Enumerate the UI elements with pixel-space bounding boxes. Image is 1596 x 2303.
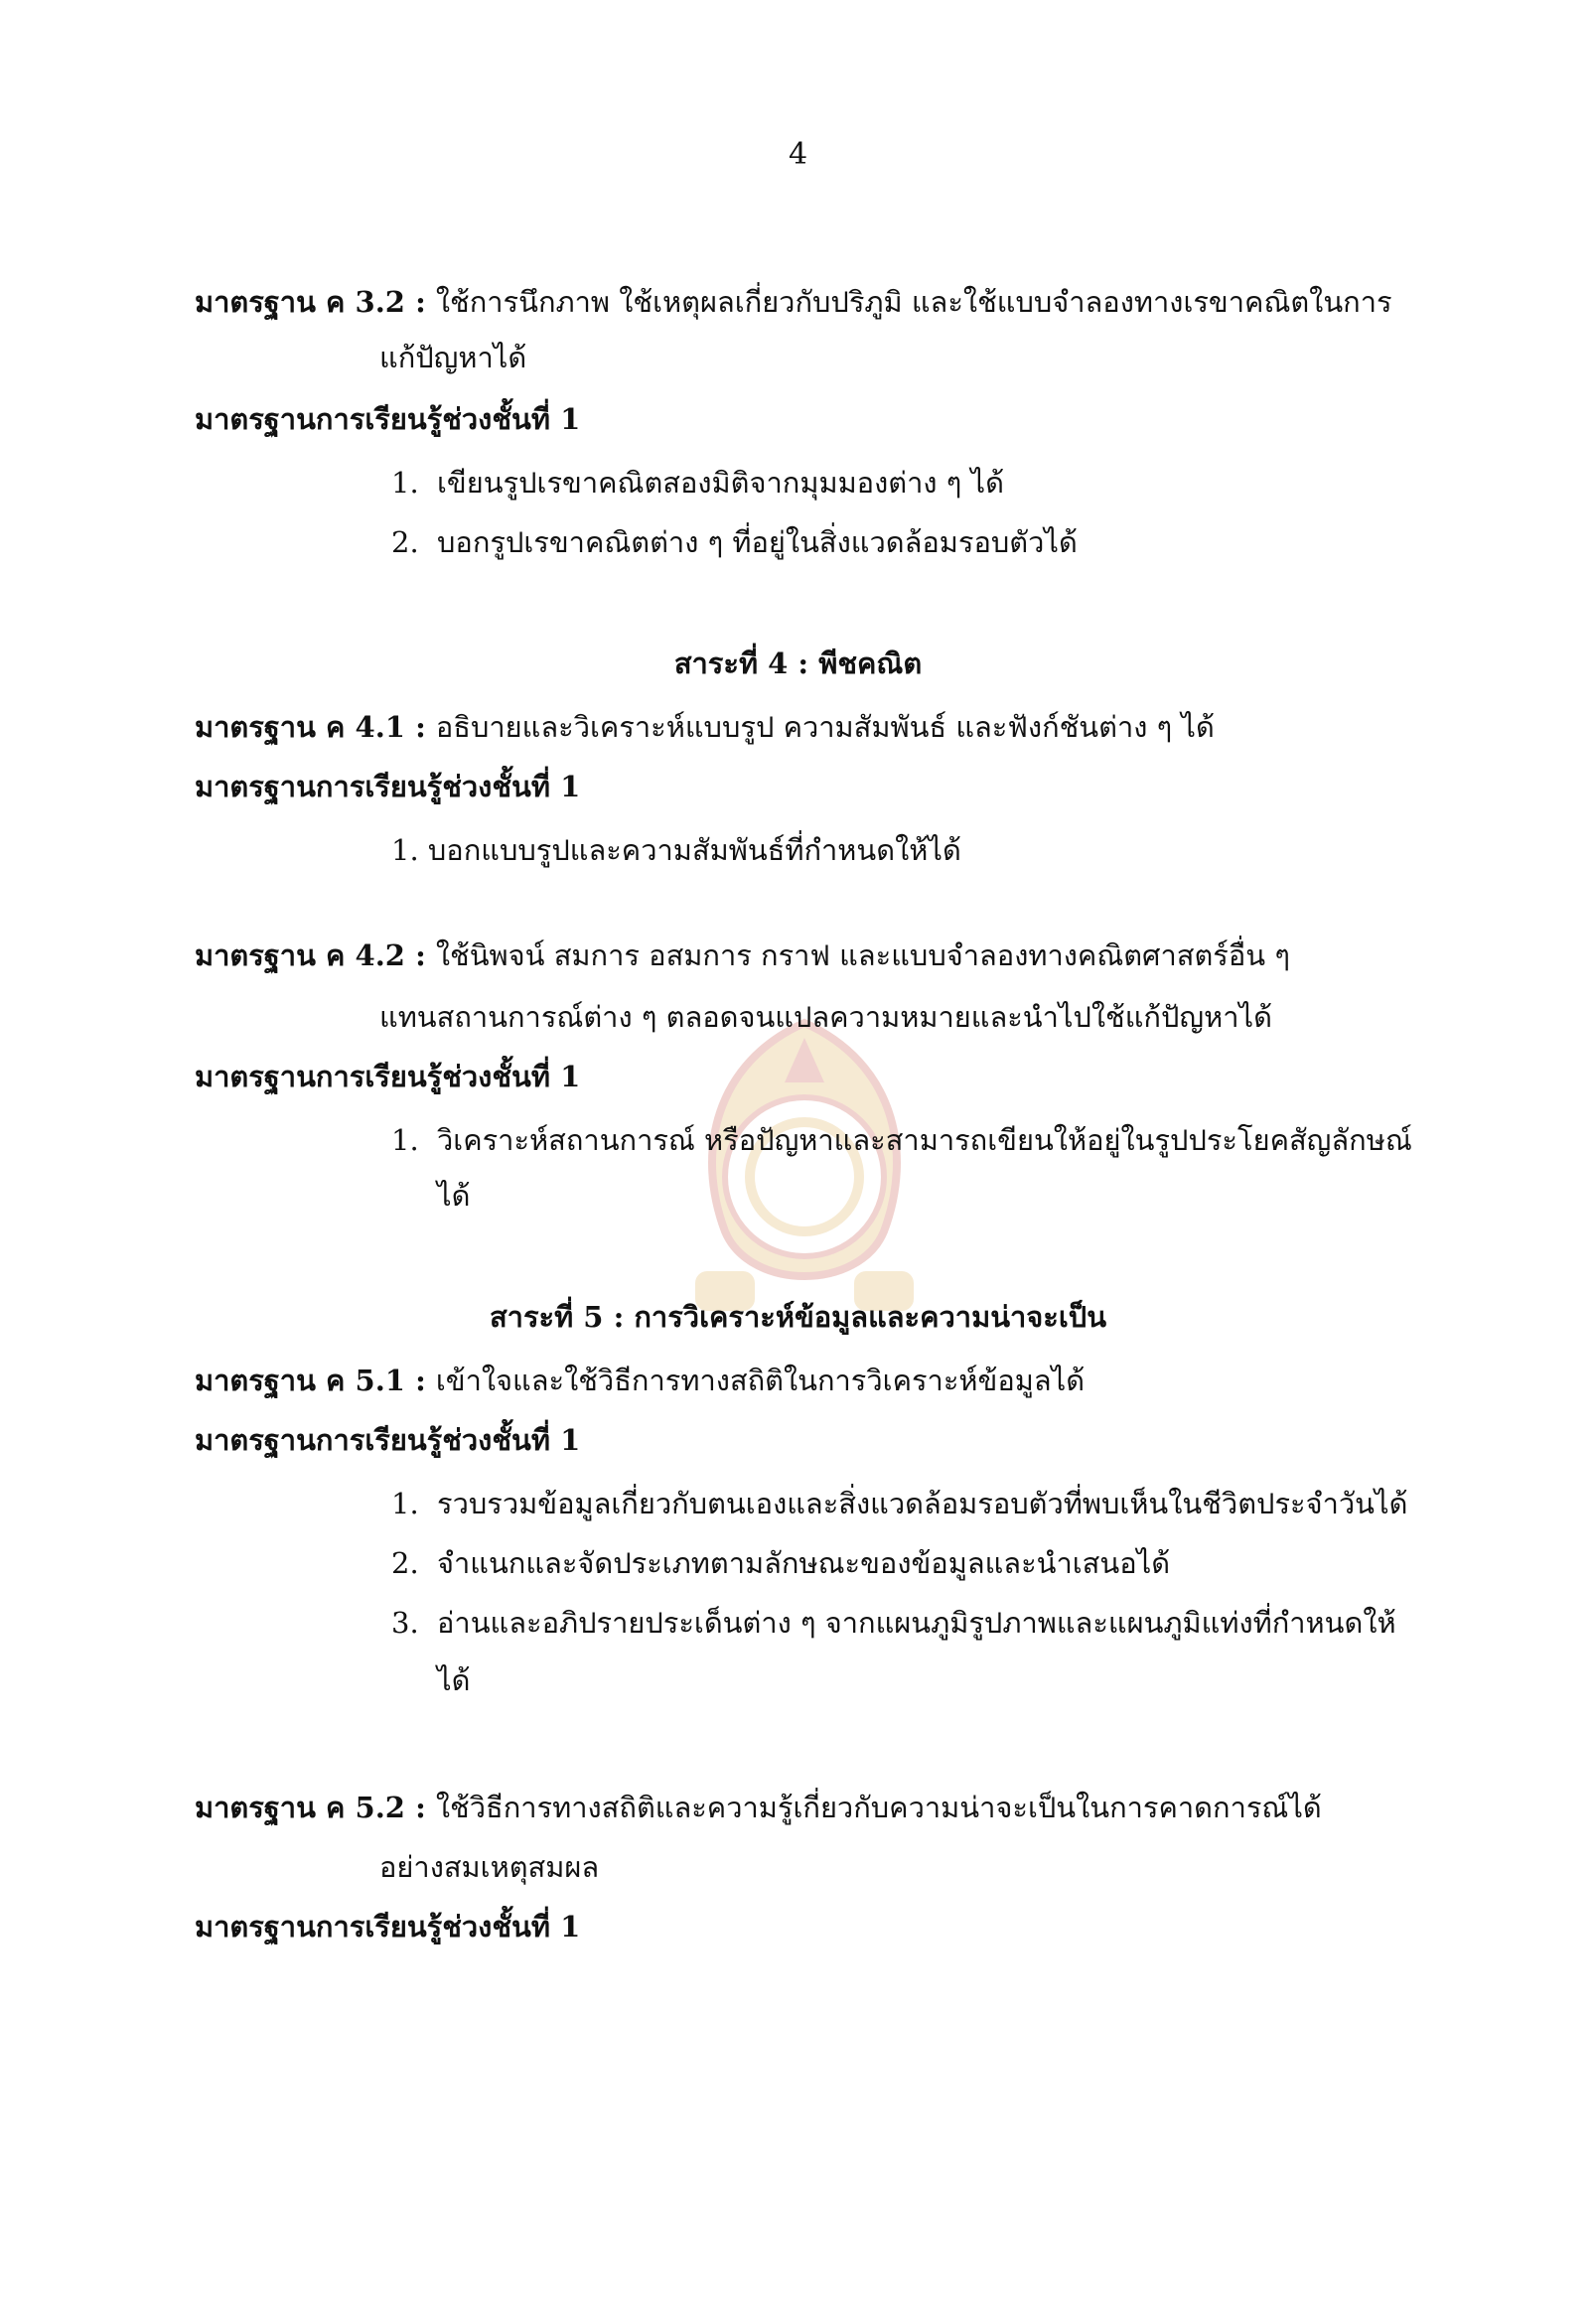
emblem-watermark-icon: [655, 1003, 953, 1331]
std-5-1-item-3-cont: ได้: [437, 1663, 471, 1697]
page-number: 4: [788, 137, 808, 172]
std-4-2-item-1: [391, 1120, 1412, 1160]
std-4-2-line2: แทนสถานการณ์ต่าง ๆ ตลอดจนแปลความหมายและนำไปใช้แก้ปัญหาได้: [379, 1000, 1272, 1034]
std-4-2-text: ใช้นิพจน์ สมการ อสมการ กราฟ และแบบจำลองทางคณิตศาสตร์อื่น ๆ: [435, 938, 1290, 972]
std-5-1-text: เข้าใจและใช้วิธีการทางสถิติในการวิเคราะห์ข้อมูลได้: [435, 1364, 1086, 1397]
std-4-2-subheading: มาตรฐานการเรียนรู้ช่วงชั้นที่ 1: [195, 1060, 581, 1093]
std-3-2-item-1: [391, 463, 1004, 503]
std-5-1-subheading: มาตรฐานการเรียนรู้ช่วงชั้นที่ 1: [195, 1423, 581, 1457]
std-4-2-item-1-cont: ได้: [437, 1179, 471, 1213]
std-5-2-sep: :: [404, 1791, 436, 1824]
std-4-1-subheading: มาตรฐานการเรียนรู้ช่วงชั้นที่ 1: [195, 770, 581, 803]
item-number: 2.: [391, 1546, 419, 1580]
std-3-2-line1: [195, 282, 1392, 322]
std-5-2-label: มาตรฐาน ค 5.2: [195, 1791, 405, 1824]
std-5-1-item-2: [391, 1543, 1170, 1583]
item-text: รวบรวมข้อมูลเกี่ยวกับตนเองและสิ่งแวดล้อมรอบตัวที่พบเห็นในชีวิตประจำวันได้: [437, 1487, 1408, 1520]
std-5-1-line1: [195, 1361, 1085, 1400]
item-text: อ่านและอภิปรายประเด็นต่าง ๆ จากแผนภูมิรูปภาพและแผนภูมิแท่งที่กำหนดให้: [437, 1606, 1396, 1640]
std-5-2-text: ใช้วิธีการทางสถิติและความรู้เกี่ยวกับความน่าจะเป็นในการคาดการณ์ได้: [435, 1791, 1322, 1824]
std-4-1-text: อธิบายและวิเคราะห์แบบรูป ความสัมพันธ์ และฟังก์ชันต่าง ๆ ได้: [435, 710, 1215, 744]
item-number: 2.: [391, 525, 419, 559]
std-5-1-item-3: [391, 1603, 1396, 1643]
item-number: 1.: [391, 466, 419, 500]
strand-5-heading: สาระที่ 5 : การวิเคราะห์ข้อมูลและความน่าจะเป็น: [489, 1300, 1107, 1334]
std-4-1-line1: [195, 707, 1215, 747]
std-5-1-item-1: [391, 1484, 1407, 1523]
std-3-2-sep: :: [404, 285, 436, 319]
std-5-2-line1: [195, 1788, 1322, 1827]
std-4-1-sep: :: [404, 710, 436, 744]
std-4-1-item-1: [391, 830, 961, 870]
std-4-2-line1: [195, 936, 1290, 975]
item-text: จำแนกและจัดประเภทตามลักษณะของข้อมูลและนำเสนอได้: [437, 1546, 1171, 1580]
std-5-1-sep: :: [404, 1364, 436, 1397]
item-text: เขียนรูปเรขาคณิตสองมิติจากมุมมองต่าง ๆ ได้: [437, 466, 1004, 500]
std-4-2-sep: :: [404, 938, 436, 972]
std-5-2-subheading: มาตรฐานการเรียนรู้ช่วงชั้นที่ 1: [195, 1910, 581, 1943]
item-number: 1.: [391, 1487, 419, 1520]
item-number: 1.: [391, 833, 419, 867]
std-4-1-label: มาตรฐาน ค 4.1: [195, 710, 405, 744]
std-3-2-subheading: มาตรฐานการเรียนรู้ช่วงชั้นที่ 1: [195, 402, 581, 436]
std-3-2-item-2: [391, 522, 1078, 562]
std-3-2-text: ใช้การนึกภาพ ใช้เหตุผลเกี่ยวกับปริภูมิ และใช้แบบจำลองทางเรขาคณิตในการ: [435, 285, 1392, 319]
item-text: บอกแบบรูปและความสัมพันธ์ที่กำหนดให้ได้: [427, 833, 961, 867]
std-3-2-line2: แก้ปัญหาได้: [379, 341, 527, 374]
std-4-2-label: มาตรฐาน ค 4.2: [195, 938, 405, 972]
std-3-2-label: มาตรฐาน ค 3.2: [195, 285, 405, 319]
std-5-2-line2: อย่างสมเหตุสมผล: [379, 1850, 600, 1884]
item-number: 1.: [391, 1123, 419, 1157]
std-5-1-label: มาตรฐาน ค 5.1: [195, 1364, 405, 1397]
item-text: บอกรูปเรขาคณิตต่าง ๆ ที่อยู่ในสิ่งแวดล้อมรอบตัวได้: [437, 525, 1078, 559]
strand-4-heading: สาระที่ 4 : พีชคณิต: [673, 647, 923, 680]
item-number: 3.: [391, 1606, 419, 1640]
item-text: วิเคราะห์สถานการณ์ หรือปัญหาและสามารถเขียนให้อยู่ในรูปประโยคสัญลักษณ์: [437, 1123, 1412, 1157]
